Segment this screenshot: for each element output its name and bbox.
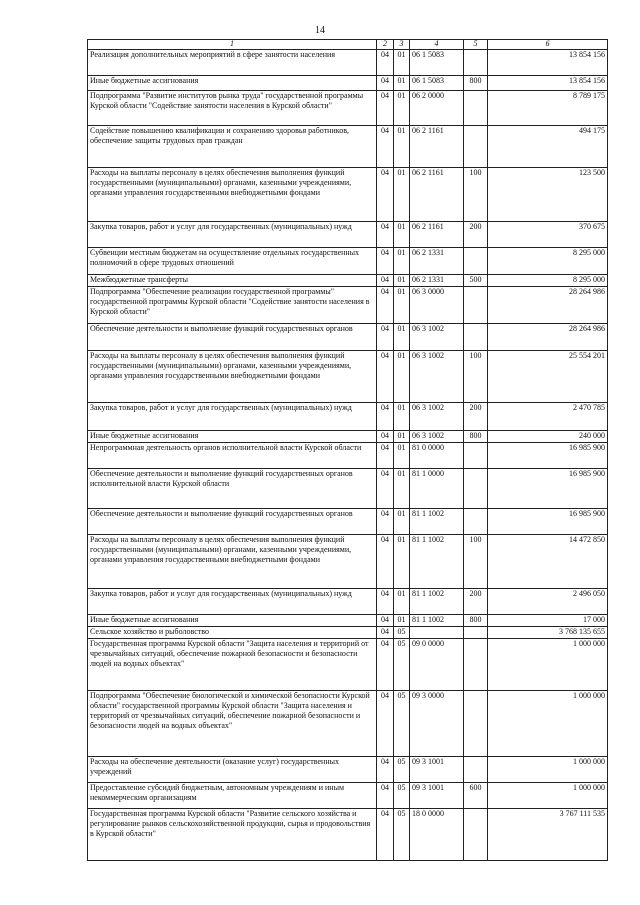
expense-type-code <box>464 248 488 275</box>
target-article-code: 81 1 1002 <box>410 615 464 627</box>
row-name: Обеспечение деятельности и выполнение функций государственных органов исполнительной власти Курской области <box>88 469 377 509</box>
table-row <box>88 222 608 248</box>
expense-type-code <box>464 50 488 76</box>
amount: 8 789 175 <box>488 91 608 126</box>
subsection-code: 01 <box>394 324 410 351</box>
subsection-code: 01 <box>394 589 410 615</box>
target-article-code: 06 2 0000 <box>410 91 464 126</box>
section-code: 04 <box>377 275 394 287</box>
section-code: 04 <box>377 403 394 431</box>
row-name: Подпрограмма "Обеспечение биологической и химической безопасности Курской области" государственной программы Курской области "Защита населения и территорий от чрезвычайных ситуаций, обеспечение пожарной безопасности и безопасности людей на водных объектах" <box>88 691 377 757</box>
amount: 2 496 050 <box>488 589 608 615</box>
section-code: 04 <box>377 76 394 91</box>
row-name: Обеспечение деятельности и выполнение функций государственных органов <box>88 509 377 535</box>
table-row <box>88 691 608 757</box>
amount: 25 554 201 <box>488 351 608 403</box>
target-article-code: 06 1 5083 <box>410 50 464 76</box>
subsection-code: 01 <box>394 431 410 443</box>
amount: 1 000 000 <box>488 639 608 691</box>
row-name: Расходы на выплаты персоналу в целях обеспечения выполнения функций государственными (муниципальными) органами, казенными учреждениями, органами управления государственными внебюджетными фондами <box>88 351 377 403</box>
row-name: Содействие повышению квалификации и сохранению здоровья работников, обеспечение защиты трудовых прав граждан <box>88 126 377 168</box>
target-article-code: 06 2 1331 <box>410 275 464 287</box>
expense-type-code: 200 <box>464 589 488 615</box>
table-row <box>88 248 608 275</box>
row-name: Сельское хозяйство и рыболовство <box>88 627 377 639</box>
subsection-code: 01 <box>394 275 410 287</box>
table-row <box>88 809 608 861</box>
section-code: 04 <box>377 509 394 535</box>
amount: 16 985 900 <box>488 469 608 509</box>
table-row <box>88 431 608 443</box>
row-name: Реализация дополнительных мероприятий в сфере занятости населения <box>88 50 377 76</box>
row-name: Закупка товаров, работ и услуг для государственных (муниципальных) нужд <box>88 403 377 431</box>
amount: 370 675 <box>488 222 608 248</box>
target-article-code: 06 3 1002 <box>410 431 464 443</box>
amount: 3 768 135 655 <box>488 627 608 639</box>
table-row <box>88 783 608 809</box>
target-article-code: 81 0 0000 <box>410 443 464 469</box>
target-article-code: 81 1 0000 <box>410 469 464 509</box>
table-row <box>88 535 608 589</box>
row-name: Иные бюджетные ассигнования <box>88 431 377 443</box>
subsection-code: 01 <box>394 76 410 91</box>
table-row <box>88 757 608 783</box>
expense-type-code <box>464 287 488 324</box>
section-code: 04 <box>377 691 394 757</box>
amount: 17 000 <box>488 615 608 627</box>
subsection-code: 01 <box>394 351 410 403</box>
table-row <box>88 443 608 469</box>
subsection-code: 01 <box>394 535 410 589</box>
target-article-code: 06 3 0000 <box>410 287 464 324</box>
target-article-code: 06 2 1161 <box>410 168 464 222</box>
row-name: Расходы на обеспечение деятельности (оказание услуг) государственных учреждений <box>88 757 377 783</box>
subsection-code: 05 <box>394 627 410 639</box>
section-code: 04 <box>377 589 394 615</box>
amount: 28 264 986 <box>488 287 608 324</box>
section-code: 04 <box>377 168 394 222</box>
table-row <box>88 324 608 351</box>
amount: 1 000 000 <box>488 691 608 757</box>
target-article-code: 06 3 1002 <box>410 324 464 351</box>
table-row <box>88 627 608 639</box>
row-name: Закупка товаров, работ и услуг для государственных (муниципальных) нужд <box>88 222 377 248</box>
target-article-code: 06 2 1331 <box>410 248 464 275</box>
expense-type-code <box>464 443 488 469</box>
table-row <box>88 76 608 91</box>
expense-type-code: 500 <box>464 275 488 287</box>
table-row <box>88 615 608 627</box>
subsection-code: 01 <box>394 168 410 222</box>
row-name: Расходы на выплаты персоналу в целях обеспечения выполнения функций государственными (муниципальными) органами, казенными учреждениями, органами управления государственными внебюджетными фондами <box>88 535 377 589</box>
section-code: 04 <box>377 443 394 469</box>
subsection-code: 01 <box>394 443 410 469</box>
row-name: Субвенции местным бюджетам на осуществление отдельных государственных полномочий в сфере трудовых отношений <box>88 248 377 275</box>
target-article-code: 81 1 1002 <box>410 535 464 589</box>
target-article-code: 06 2 1161 <box>410 222 464 248</box>
subsection-code: 01 <box>394 509 410 535</box>
subsection-code: 05 <box>394 783 410 809</box>
expense-type-code: 100 <box>464 351 488 403</box>
section-code: 04 <box>377 126 394 168</box>
amount: 1 000 000 <box>488 757 608 783</box>
expense-type-code <box>464 126 488 168</box>
target-article-code: 09 0 0000 <box>410 639 464 691</box>
section-code: 04 <box>377 627 394 639</box>
table-row <box>88 469 608 509</box>
column-header: 5 <box>464 40 488 50</box>
section-code: 04 <box>377 469 394 509</box>
section-code: 04 <box>377 809 394 861</box>
row-name: Подпрограмма "Развитие институтов рынка труда" государственной программы Курской области "Содействие занятости населения в Курской области" <box>88 91 377 126</box>
section-code: 04 <box>377 431 394 443</box>
subsection-code: 01 <box>394 50 410 76</box>
subsection-code: 01 <box>394 126 410 168</box>
section-code: 04 <box>377 757 394 783</box>
amount: 8 295 000 <box>488 248 608 275</box>
expense-type-code <box>464 627 488 639</box>
subsection-code: 01 <box>394 469 410 509</box>
section-code: 04 <box>377 50 394 76</box>
target-article-code: 09 3 0000 <box>410 691 464 757</box>
row-name: Закупка товаров, работ и услуг для государственных (муниципальных) нужд <box>88 589 377 615</box>
section-code: 04 <box>377 287 394 324</box>
table-row <box>88 589 608 615</box>
row-name: Государственная программа Курской области "Развитие сельского хозяйства и регулирование рынков сельскохозяйственной продукции, сырья и продовольствия в Курской области" <box>88 809 377 861</box>
expense-type-code <box>464 639 488 691</box>
row-name: Межбюджетные трансферты <box>88 275 377 287</box>
target-article-code: 09 3 1001 <box>410 757 464 783</box>
section-code: 04 <box>377 351 394 403</box>
amount: 8 295 000 <box>488 275 608 287</box>
target-article-code: 06 2 1161 <box>410 126 464 168</box>
table-row <box>88 287 608 324</box>
subsection-code: 01 <box>394 91 410 126</box>
subsection-code: 05 <box>394 639 410 691</box>
target-article-code: 81 1 1002 <box>410 589 464 615</box>
budget-table <box>87 39 608 861</box>
amount: 3 767 111 535 <box>488 809 608 861</box>
amount: 13 854 156 <box>488 76 608 91</box>
subsection-code: 01 <box>394 222 410 248</box>
row-name: Непрограммная деятельность органов исполнительной власти Курской области <box>88 443 377 469</box>
table-row <box>88 275 608 287</box>
column-header: 1 <box>88 40 377 50</box>
target-article-code: 09 3 1001 <box>410 783 464 809</box>
row-name: Предоставление субсидий бюджетным, автономным учреждениям и иным некоммерческим организациям <box>88 783 377 809</box>
expense-type-code <box>464 809 488 861</box>
target-article-code: 06 3 1002 <box>410 351 464 403</box>
column-header: 6 <box>488 40 608 50</box>
target-article-code <box>410 627 464 639</box>
amount: 14 472 850 <box>488 535 608 589</box>
table-row <box>88 91 608 126</box>
amount: 16 985 900 <box>488 443 608 469</box>
table-row <box>88 509 608 535</box>
section-code: 04 <box>377 535 394 589</box>
section-code: 04 <box>377 248 394 275</box>
column-header: 3 <box>394 40 410 50</box>
subsection-code: 01 <box>394 615 410 627</box>
expense-type-code: 200 <box>464 403 488 431</box>
column-number-row <box>88 40 608 50</box>
section-code: 04 <box>377 91 394 126</box>
subsection-code: 01 <box>394 248 410 275</box>
subsection-code: 05 <box>394 757 410 783</box>
expense-type-code <box>464 324 488 351</box>
subsection-code: 05 <box>394 809 410 861</box>
expense-type-code: 800 <box>464 76 488 91</box>
subsection-code: 01 <box>394 403 410 431</box>
subsection-code: 05 <box>394 691 410 757</box>
row-name: Обеспечение деятельности и выполнение функций государственных органов <box>88 324 377 351</box>
subsection-code: 01 <box>394 287 410 324</box>
target-article-code: 06 3 1002 <box>410 403 464 431</box>
row-name: Подпрограмма "Обеспечение реализации государственной программы" государственной программы Курской области "Содействие занятости населения в Курской области" <box>88 287 377 324</box>
column-header: 4 <box>410 40 464 50</box>
section-code: 04 <box>377 783 394 809</box>
section-code: 04 <box>377 324 394 351</box>
expense-type-code <box>464 757 488 783</box>
row-name: Государственная программа Курской области "Защита населения и территорий от чрезвычайных ситуаций, обеспечение пожарной безопасности и безопасности людей на водных объектах" <box>88 639 377 691</box>
amount: 2 470 785 <box>488 403 608 431</box>
target-article-code: 18 0 0000 <box>410 809 464 861</box>
section-code: 04 <box>377 222 394 248</box>
expense-type-code: 800 <box>464 615 488 627</box>
page-number: 14 <box>315 25 325 36</box>
table-row <box>88 168 608 222</box>
amount: 1 000 000 <box>488 783 608 809</box>
column-header: 2 <box>377 40 394 50</box>
amount: 13 854 156 <box>488 50 608 76</box>
expense-type-code <box>464 691 488 757</box>
amount: 16 985 900 <box>488 509 608 535</box>
section-code: 04 <box>377 615 394 627</box>
table-row <box>88 403 608 431</box>
row-name: Расходы на выплаты персоналу в целях обеспечения выполнения функций государственными (муниципальными) органами, казенными учреждениями, органами управления государственными внебюджетными фондами <box>88 168 377 222</box>
table-row <box>88 639 608 691</box>
table-row <box>88 50 608 76</box>
expense-type-code <box>464 91 488 126</box>
amount: 123 500 <box>488 168 608 222</box>
amount: 240 000 <box>488 431 608 443</box>
target-article-code: 81 1 1002 <box>410 509 464 535</box>
expense-type-code: 100 <box>464 168 488 222</box>
expense-type-code <box>464 509 488 535</box>
row-name: Иные бюджетные ассигнования <box>88 615 377 627</box>
section-code: 04 <box>377 639 394 691</box>
expense-type-code: 200 <box>464 222 488 248</box>
amount: 494 175 <box>488 126 608 168</box>
table-row <box>88 351 608 403</box>
amount: 28 264 986 <box>488 324 608 351</box>
expense-type-code: 800 <box>464 431 488 443</box>
table-row <box>88 126 608 168</box>
row-name: Иные бюджетные ассигнования <box>88 76 377 91</box>
target-article-code: 06 1 5083 <box>410 76 464 91</box>
expense-type-code: 100 <box>464 535 488 589</box>
expense-type-code <box>464 469 488 509</box>
expense-type-code: 600 <box>464 783 488 809</box>
